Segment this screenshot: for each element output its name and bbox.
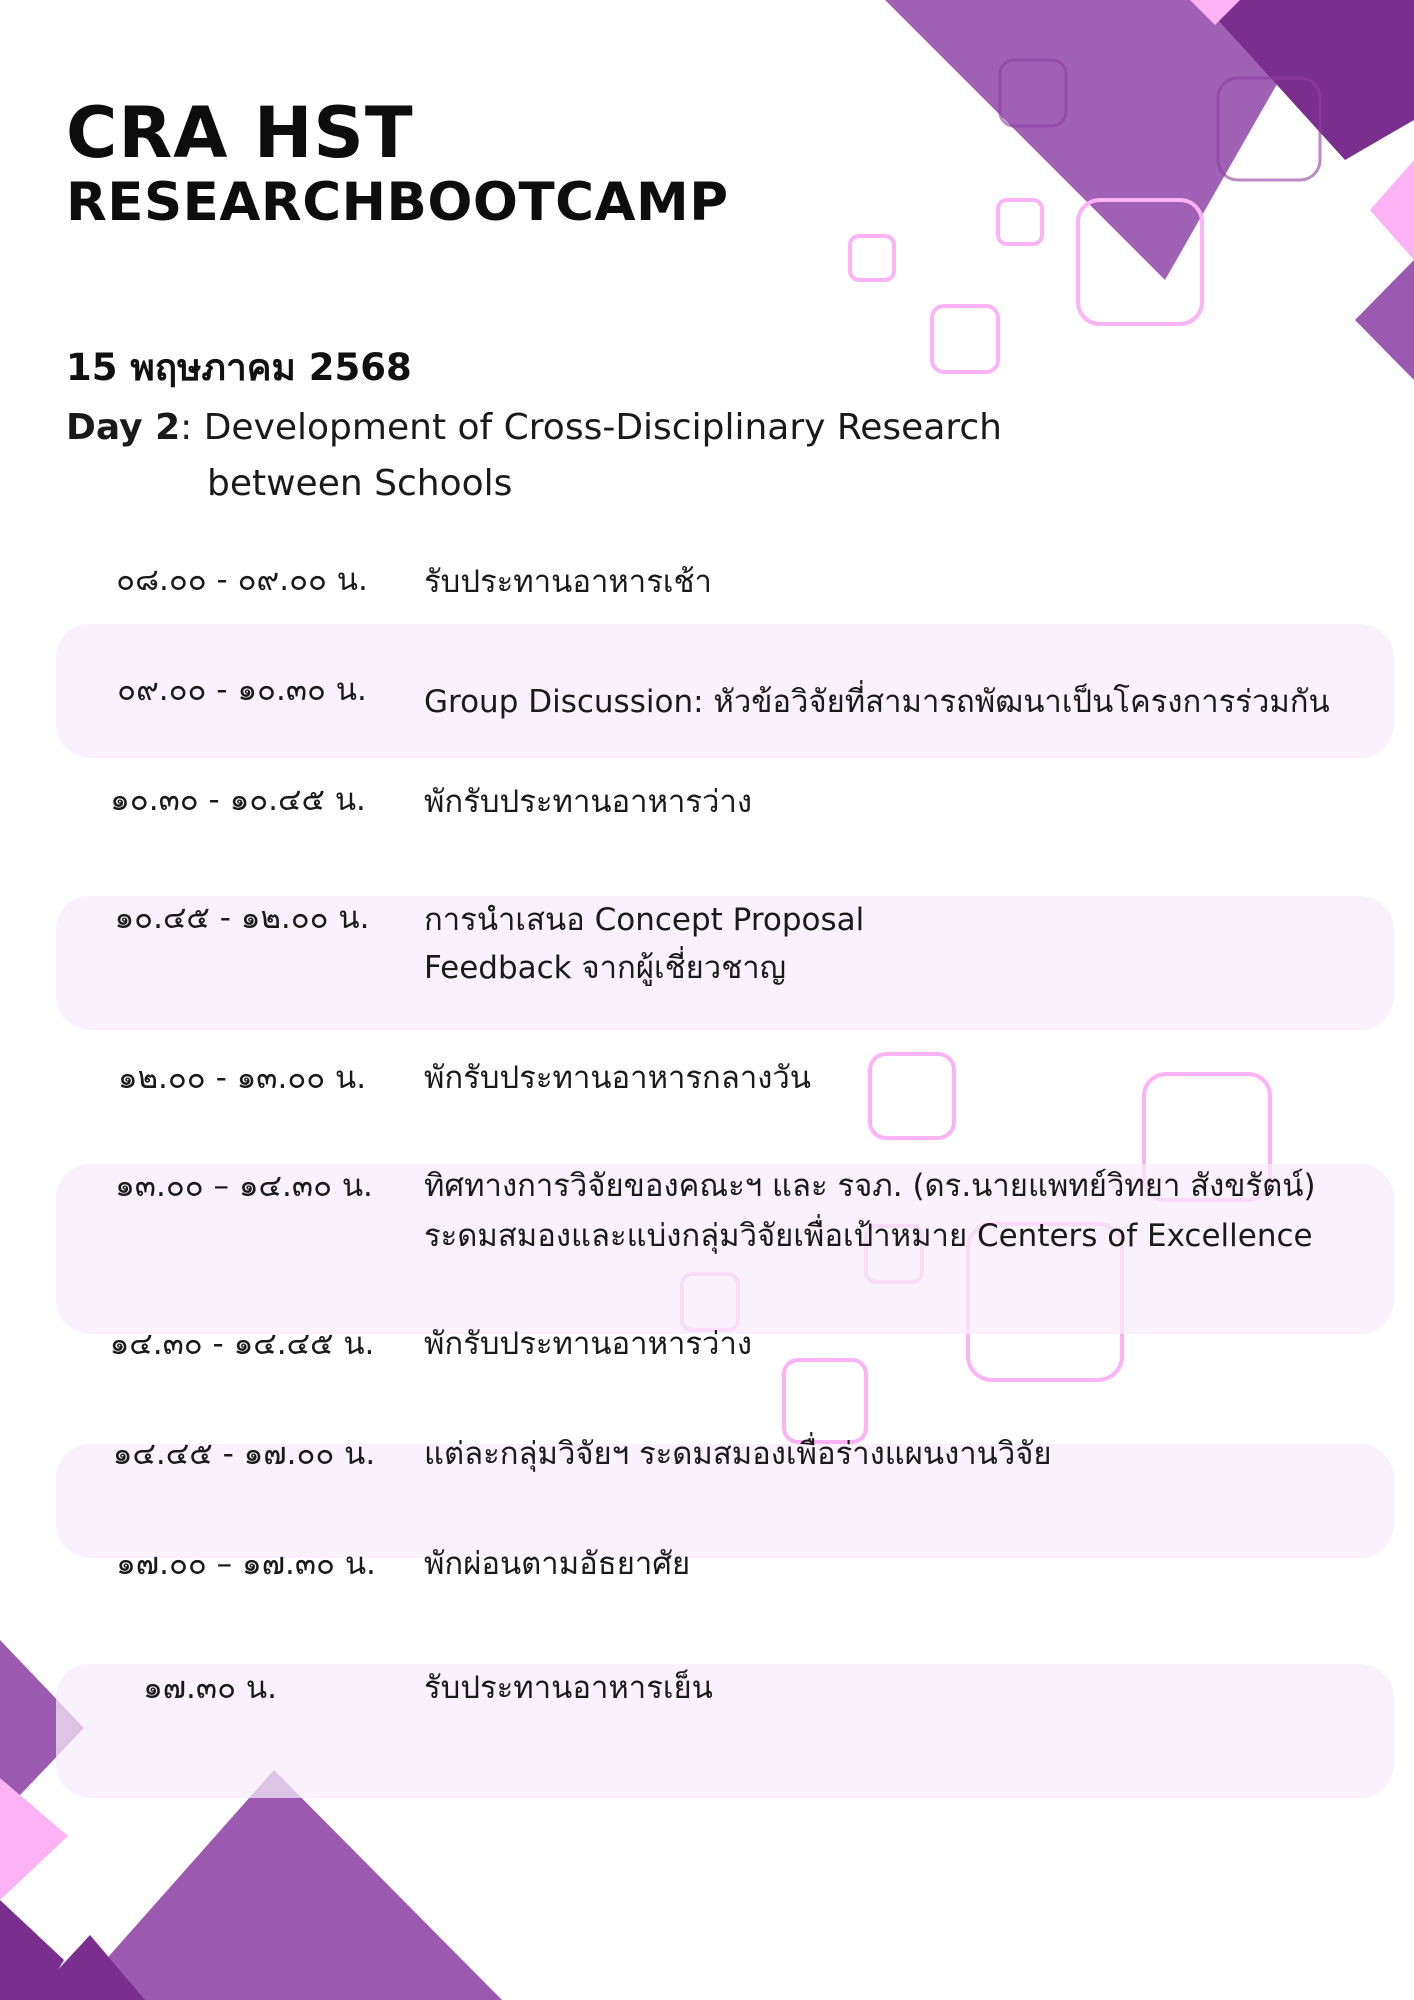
schedule-activity: Group Discussion: หัวข้อวิจัยที่สามารถพัฒนาเป็นโครงการร่วมกัน (424, 684, 1330, 720)
schedule-activity: รับประทานอาหารเช้า (424, 564, 712, 600)
decor-diamond-top-large (885, 0, 1325, 280)
event-title: CRA HST (66, 92, 414, 174)
schedule-activity: รับประทานอาหารเย็น (424, 1670, 713, 1706)
decor-square-6 (932, 306, 998, 372)
schedule-time: ๑๗.๐๐ – ๑๗.๓๐ น. (116, 1546, 376, 1582)
decor-diamond-bottom-large (70, 1770, 502, 2000)
schedule-time: ๑๔.๔๕ - ๑๗.๐๐ น. (112, 1436, 376, 1472)
schedule-activity-line2: Feedback จากผู้เชี่ยวชาญ (424, 950, 787, 986)
schedule-time: ๑๐.๔๕ - ๑๒.๐๐ น. (114, 900, 370, 936)
event-date: 15 พฤษภาคม 2568 (66, 346, 412, 389)
decor-diamond-top-highlight (1190, 0, 1240, 25)
day-heading (66, 400, 1002, 456)
decor-square-5 (850, 236, 894, 280)
schedule-activity-line2: ระดมสมองและแบ่งกลุ่มวิจัยเพื่อเป้าหมาย Centers of Excellence (424, 1218, 1313, 1254)
day-title: Development of Cross-Disciplinary Research (192, 407, 1003, 448)
schedule-time: ๐๘.๐๐ - ๐๙.๐๐ น. (116, 562, 368, 598)
decor-square-7 (870, 1054, 954, 1138)
schedule-activity: พักผ่อนตามอัธยาศัย (424, 1546, 691, 1582)
schedule-activity: พักรับประทานอาหารว่าง (424, 1326, 753, 1362)
decor-diamond-right-purple (1355, 260, 1414, 380)
decor-square-4 (998, 200, 1042, 244)
decor-diamond-bottom-left-pink (0, 1778, 68, 1900)
decor-square-3 (1078, 200, 1202, 324)
schedule-activity: แต่ละกลุ่มวิจัยฯ ระดมสมองเพื่อร่างแผนงานวิจัย (424, 1436, 1052, 1472)
schedule-time: ๑๗.๓๐ น. (143, 1670, 277, 1706)
schedule-time: ๑๐.๓๐ - ๑๐.๔๕ น. (110, 782, 366, 818)
decor-diamond-top-dark (1200, 0, 1414, 160)
event-subtitle: RESEARCHBOOTCAMP (66, 172, 729, 233)
schedule-time: ๑๓.๐๐ – ๑๔.๓๐ น. (115, 1168, 373, 1204)
schedule-activity: การนำเสนอ Concept Proposal (424, 902, 865, 938)
schedule-time: ๑๒.๐๐ - ๑๓.๐๐ น. (117, 1060, 367, 1096)
day-separator: : (180, 407, 193, 448)
decor-square-2 (1218, 78, 1320, 180)
schedule-activity: ทิศทางการวิจัยของคณะฯ และ รจภ. (ดร.นายแพทย์วิทยา สังขรัตน์) (424, 1168, 1316, 1204)
schedule-time: ๐๙.๐๐ - ๑๐.๓๐ น. (117, 672, 367, 708)
schedule-activity: พักรับประทานอาหารว่าง (424, 784, 753, 820)
decor-square-1 (1000, 60, 1066, 126)
decor-diamond-bottom-dark (30, 1935, 145, 2000)
decor-diamond-right-pink (1370, 160, 1414, 260)
schedule-time: ๑๔.๓๐ - ๑๔.๔๕ น. (109, 1326, 375, 1362)
day-label: Day 2 (66, 407, 181, 448)
day-title-continued: between Schools (207, 463, 513, 504)
schedule-activity: พักรับประทานอาหารกลางวัน (424, 1060, 811, 1096)
decor-diamond-bottom-left-2 (0, 1900, 64, 2000)
